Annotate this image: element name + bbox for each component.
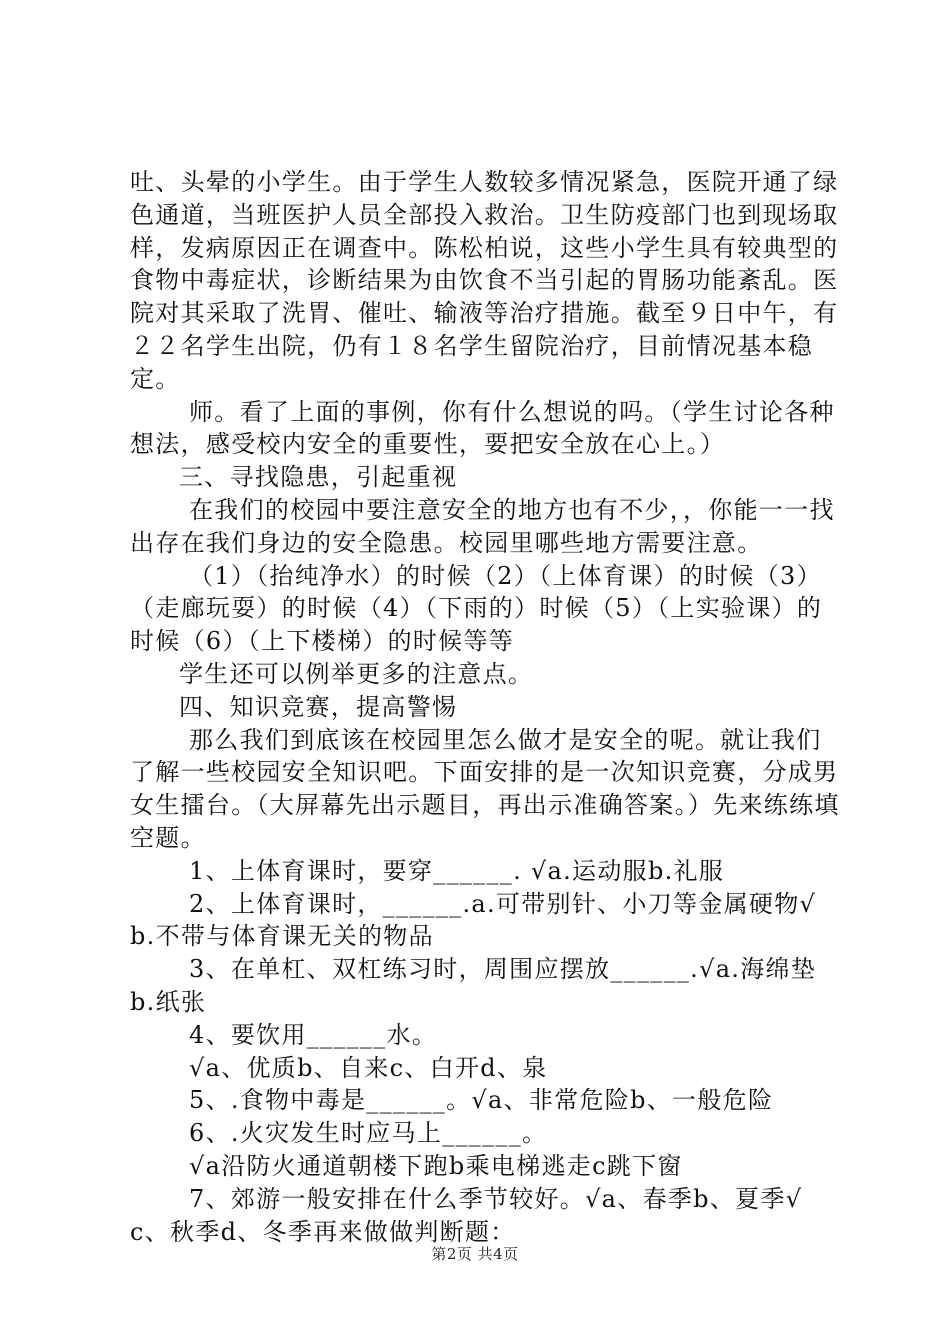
- paragraph-more-points: 学生还可以例举更多的注意点。: [179, 659, 534, 688]
- quiz-question-4: 4、要饮用______水。: [189, 1020, 438, 1049]
- paragraph-case-description: 吐、头晕的小学生。由于学生人数较多情况紧急，医院开通了绿色通道，当班医护人员全部投入救治。卫生防疫部门也到现场取样，发病原因正在调查中。陈松柏说，这些小学生具有较典型的食物中毒症状，诊断结果为由饮食不当引起的胃肠功能紊乱。医院对其采取了洗胃、催吐、输液等治疗措施。截至９日中午，有２２名学生出院，仍有１８名学生留院治疗，目前情况基本稳定。: [130, 168, 839, 393]
- paragraph-teacher-question: 师。看了上面的事例，你有什么想说的吗。（学生讨论各种想法，感受校内安全的重要性，要把安全放在心上。）: [130, 397, 835, 459]
- paragraph-quiz-intro: 那么我们到底该在校园里怎么做才是安全的呢。就让我们了解一些校园安全知识吧。下面安排的是一次知识竞赛，分成男女生擂台。（大屏幕先出示题目，再出示准确答案。）先来练练填空题。: [130, 725, 840, 852]
- section-heading-4: 四、知识竞赛，提高警惕: [179, 692, 458, 721]
- quiz-question-2: 2、上体育课时，______.a.可带别针、小刀等金属硬物√b.不带与体育课无关的物品: [130, 889, 817, 951]
- quiz-question-6-options: √a沿防火通道朝楼下跑b乘电梯逃走c跳下窗: [189, 1151, 683, 1180]
- quiz-question-3: 3、在单杠、双杠练习时，周围应摆放______.√a.海绵垫b.纸张: [130, 955, 817, 1016]
- quiz-question-7: 7、郊游一般安排在什么季节较好。√a、春季b、夏季√c、秋季d、冬季再来做做判断题：: [130, 1184, 803, 1246]
- quiz-question-1: 1、上体育课时，要穿______. √a.运动服b.礼服: [189, 856, 725, 885]
- document-body: [130, 166, 840, 1248]
- section-heading-3: 三、寻找隐患，引起重视: [179, 463, 458, 492]
- paragraph-hazards-intro: 在我们的校园中要注意安全的地方也有不少，，你能一一找出存在我们身边的安全隐患。校园里哪些地方需要注意。: [130, 495, 835, 557]
- quiz-question-6: 6、.火灾发生时应马上______。: [189, 1119, 548, 1148]
- paragraph-hazards-list: （1）（抬纯净水）的时候（2）（上体育课）的时候（3）（走廊玩耍）的时候（4）（下雨的）时候（5）（上实验课）的时候（6）（上下楼梯）的时候等等: [130, 561, 823, 656]
- quiz-question-5: 5、.食物中毒是______。√a、非常危险b、一般危险: [189, 1086, 774, 1115]
- quiz-question-4-options: √a、优质b、自来c、白开d、泉: [189, 1053, 548, 1082]
- page-number-footer: 第2页 共4页: [431, 1245, 519, 1263]
